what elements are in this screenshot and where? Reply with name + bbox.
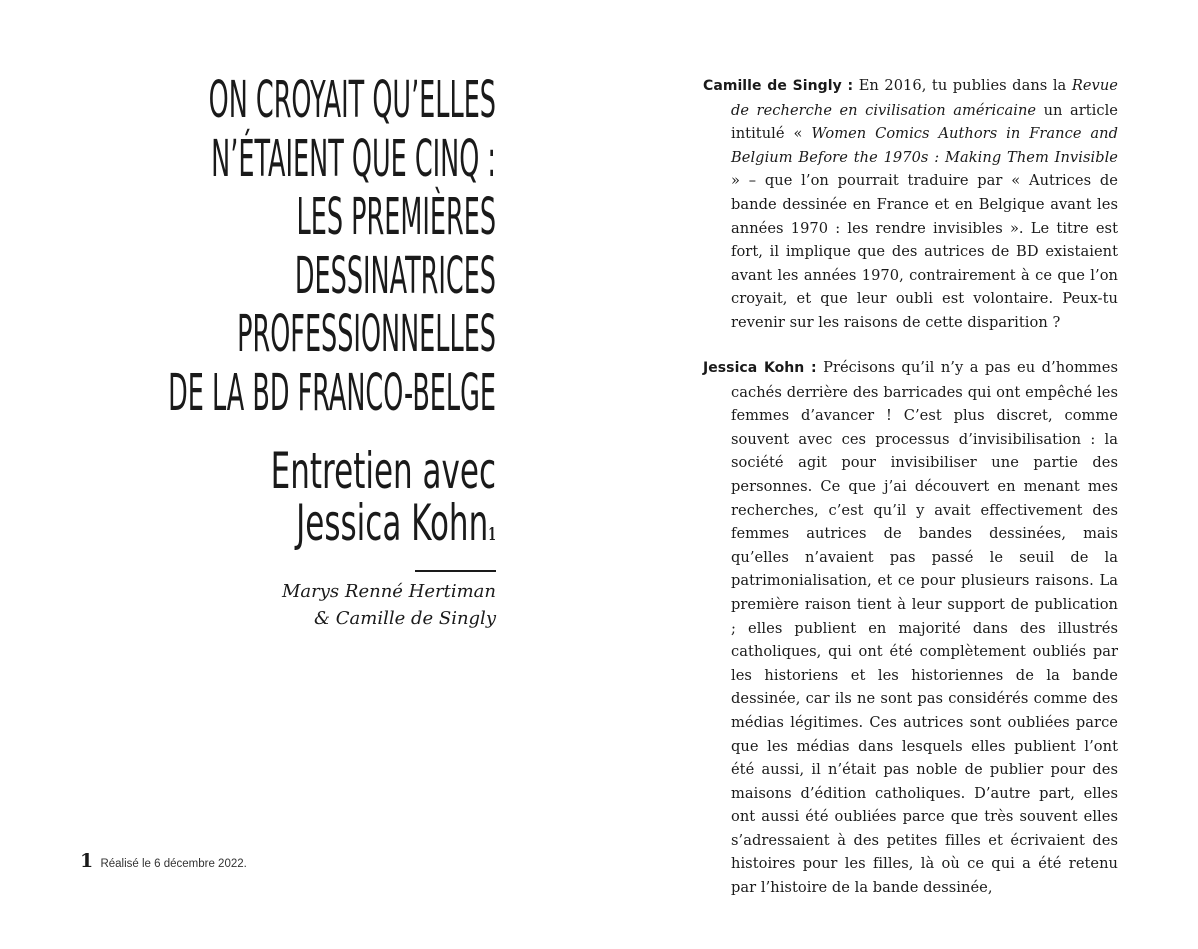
journal-title: Revue de recherche en civilisation américaine [731, 77, 1118, 119]
question-rest: » – que l’on pourrait traduire par « Autrices de bande dessinée en France et en Belgique avant les années 1970 : les rendre invisibles ». Le titre est fort, il implique que des autrices de BD existaient avant les années 1970, contrairement à ce que l’on croyait, et que leur oubli est volontaire. Peux-tu revenir sur les raisons de cette disparition ? [731, 172, 1118, 331]
right-page [599, 0, 1198, 949]
title-line: PROFESSIONNELLES [237, 305, 496, 364]
article-citation: Women Comics Authors in France and Belgium Before the 1970s : Making Them Invisible [731, 125, 1118, 166]
title-block [16, 72, 496, 423]
speaker-label: Camille de Singly : [703, 78, 854, 94]
question-paragraph [703, 74, 1118, 335]
title-line: DE LA BD FRANCO-BELGE [168, 363, 496, 423]
question-text [703, 74, 1118, 335]
subtitle-line-2 [16, 494, 496, 561]
answer-text [703, 356, 1118, 900]
footnote-text: Réalisé le 6 décembre 2022. [100, 858, 247, 870]
footnote-number: 1 [80, 850, 94, 872]
authors [96, 578, 496, 632]
title-line: LES PREMIÈRES [296, 188, 496, 247]
title-line: DESSINATRICES [294, 246, 496, 306]
answer-body: Précisons qu’il n’y a pas eu d’hommes cachés derrière des barricades qui ont empêché les femmes d’avancer ! C’est plus discret, comme souvent avec ces processus d’invisibilisation : la société agit pour invisibiliser une partie des personnes. Ce que j’ai découvert en menant mes recherches, c’est qu’il y avait effectivement des femmes autrices de bandes dessinées, mais qu’elles n’avaient pas passé le seuil de la patrimonialisation, et ce pour plusieurs raisons. La première raison tient à leur support de publication ; elles publient en majorité dans des illustrés catholiques, qui ont été complètement oubliés par les historiens et les historiennes de la bande dessinée, car ils ne sont pas considérés comme des médias légitimes. Ces autrices sont oubliées parce que les médias dans lesquels elles publient l’ont été aussi, il n’était pas noble de publier pour des maisons d’édition catholiques. D’autre part, elles ont aussi été oubliées parce que très souvent elles s’adressaient à des petites filles et écrivaient des histoires pour les filles, là où ce qui a été retenu par l’histoire de la bande dessinée, [731, 359, 1118, 897]
title-line: ON CROYAIT QU’ELLES [208, 71, 496, 130]
interviewee-name: Jessica Kohn [296, 494, 489, 552]
footnote [80, 850, 247, 872]
answer-paragraph [703, 356, 1118, 900]
article-title [16, 72, 496, 423]
subtitle [16, 442, 496, 561]
speaker-label: Jessica Kohn : [703, 360, 817, 376]
question-intro: En 2016, tu publies dans la [858, 77, 1067, 94]
question-mid: un article intitulé « [731, 101, 1118, 143]
author-line: & Camille de Singly [314, 608, 496, 629]
subtitle-line: Entretien avec [270, 442, 496, 500]
footnote-reference: 1 [488, 524, 496, 545]
author-line: Marys Renné Hertiman [282, 581, 496, 602]
divider-rule [415, 570, 496, 572]
title-line: N’ÉTAIENT QUE CINQ : [211, 129, 496, 189]
